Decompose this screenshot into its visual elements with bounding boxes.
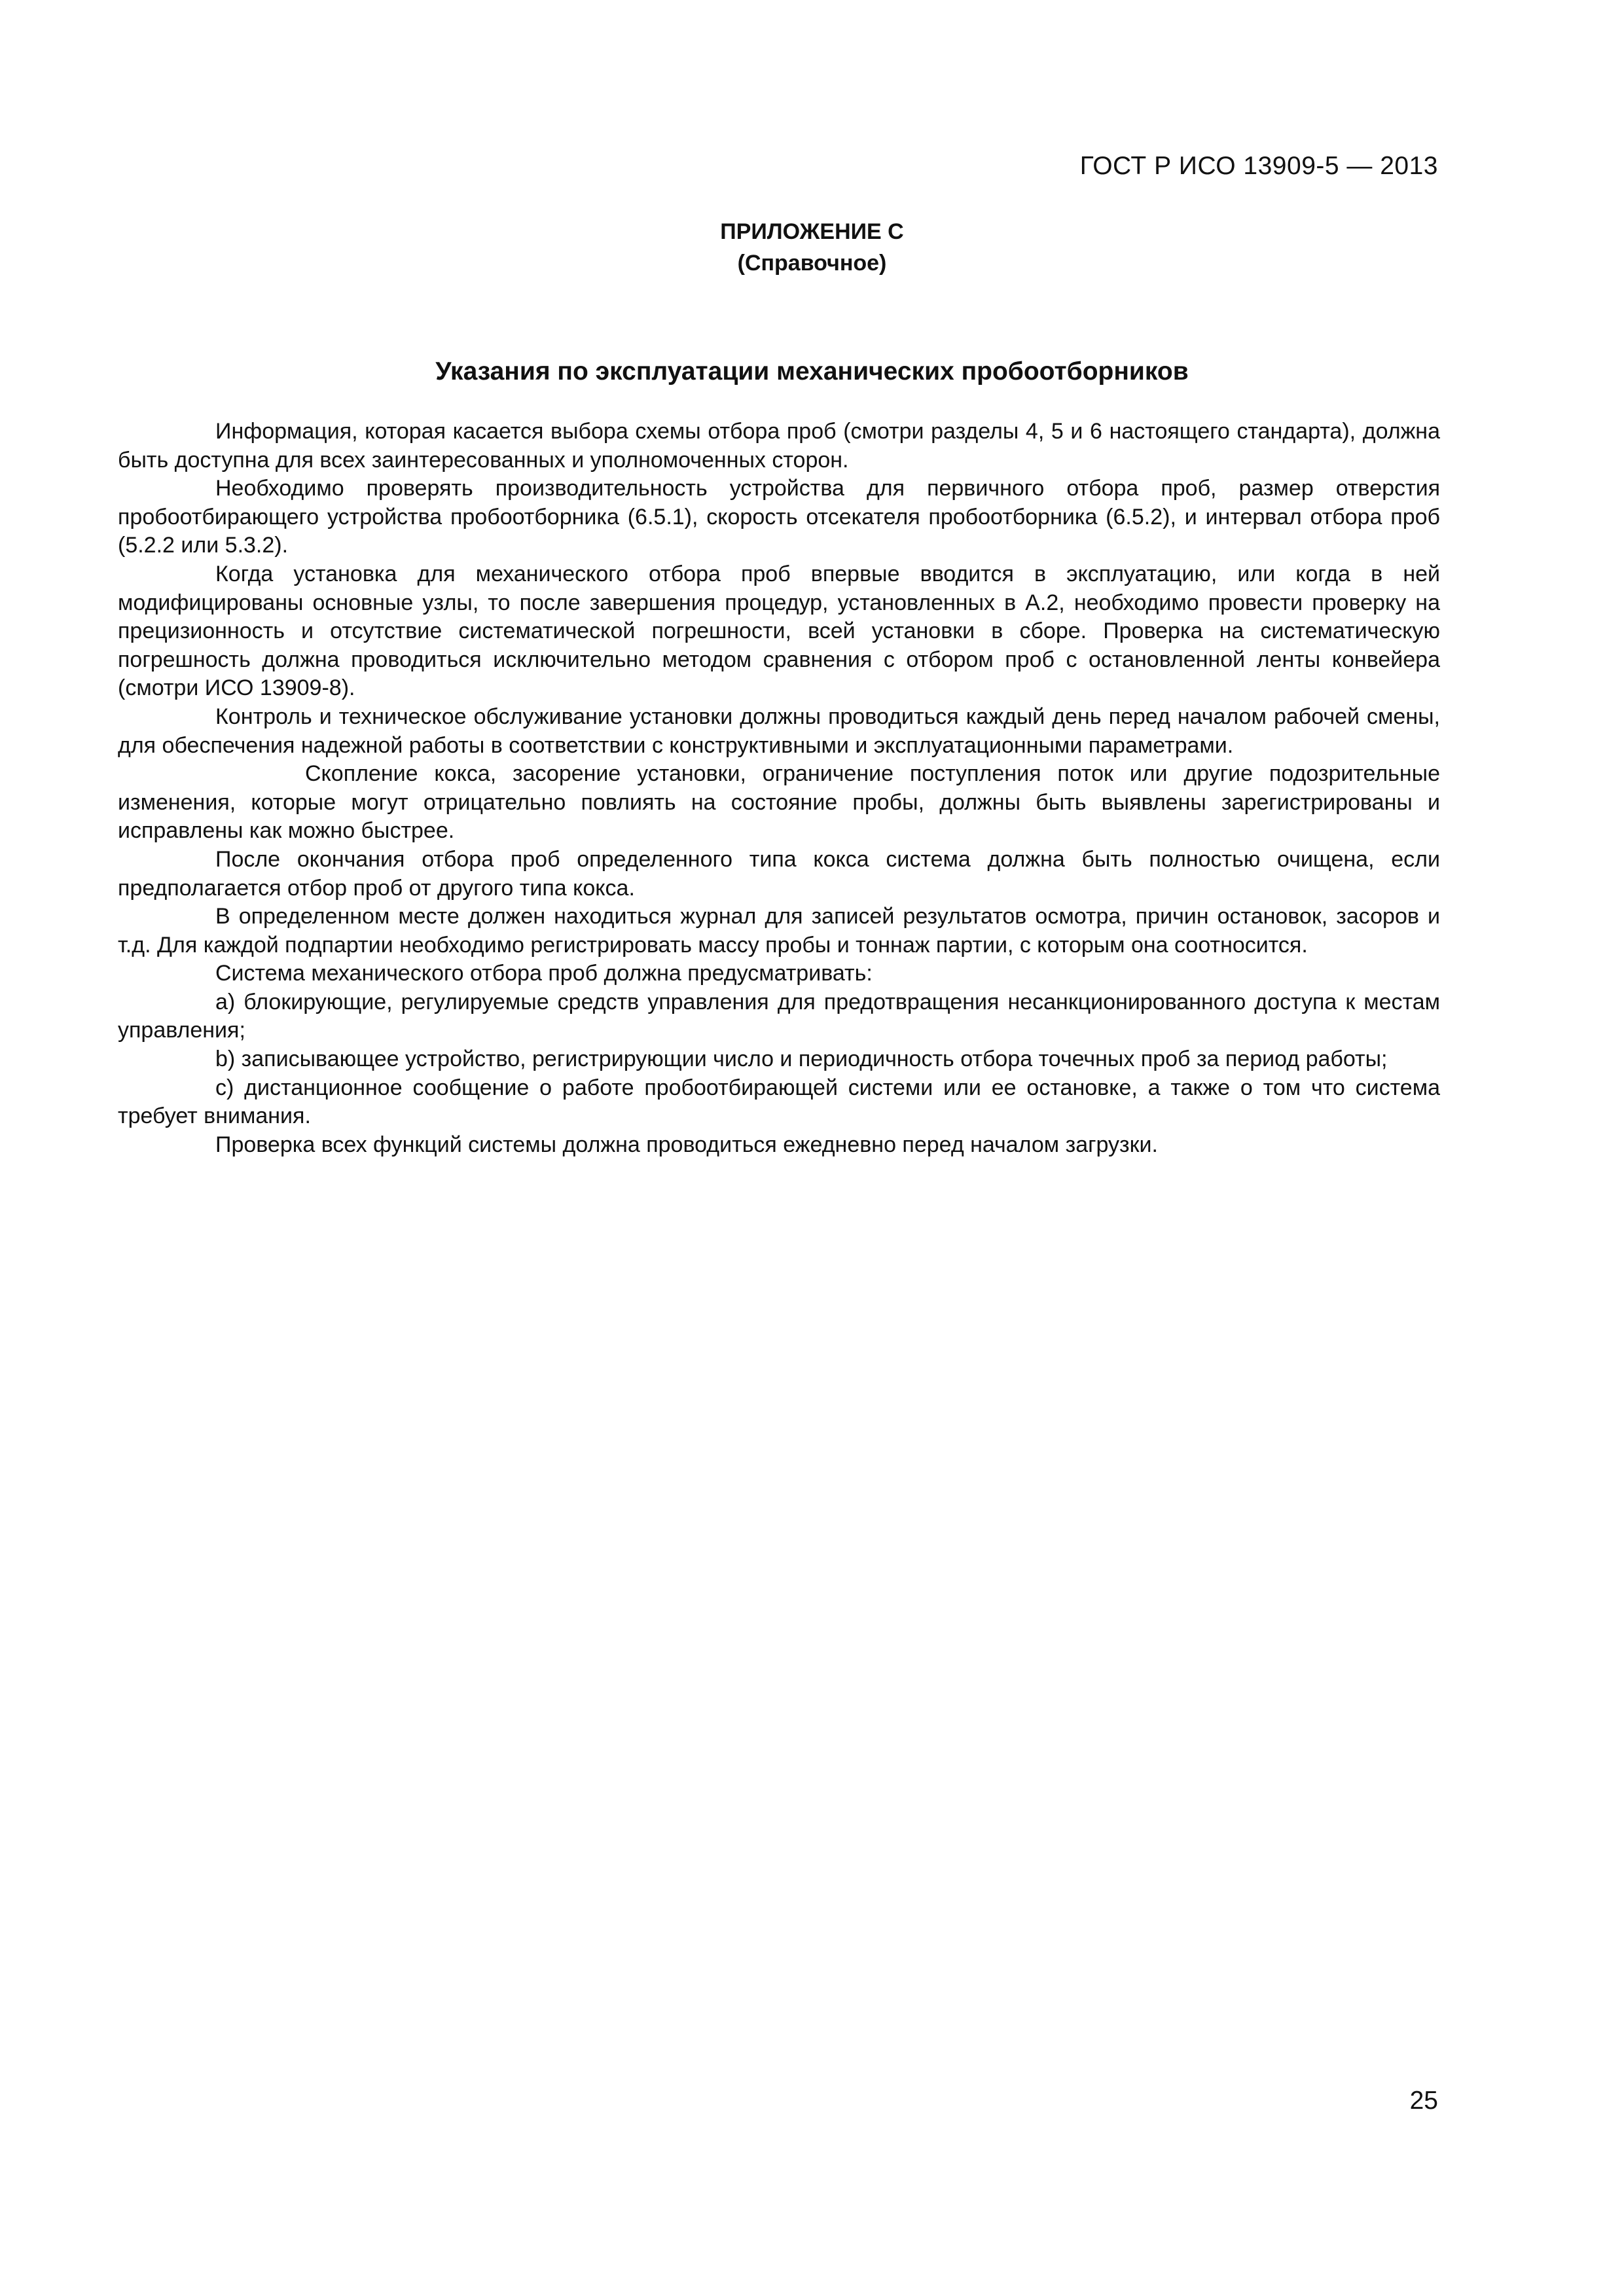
paragraph: Контроль и техническое обслуживание установки должны проводиться каждый день перед началом рабочей смены, для обеспечения надежной работы в соответствии с конструктивными и эксплуатационными параметрами. xyxy=(118,704,1440,758)
paragraph: В определенном месте должен находиться журнал для записей результатов осмотра, причин остановок, засоров и т.д. Для каждой подпартии необходимо регистрировать массу пробы и тоннаж партии, с которым она соотносится. xyxy=(118,904,1440,958)
annex-body xyxy=(118,418,1440,1159)
list-item: c) дистанционное сообщение о работе пробоотбирающей системи или ее остановке, а также о том что система требует внимания. xyxy=(118,1075,1440,1129)
paragraph: Система механического отбора проб должна предусматривать: xyxy=(215,961,873,986)
list-item: b) записывающее устройство, регистрирующии число и периодичность отбора точечных проб за период работы; xyxy=(215,1047,1388,1072)
paragraph: Когда установка для механического отбора проб впервые вводится в эксплуатацию, или когда в ней модифицированы основные узлы, то после завершения процедур, установленных в А.2, необходимо провести проверку на прецизионность и отсутствие систематической погрешности, всей установки в сборе. Проверка на систематическую погрешность должна проводиться исключительно методом сравнения с отбором проб с остановленной ленты конвейера (смотри ИСО 13909-8). xyxy=(118,561,1440,701)
annex-heading xyxy=(0,216,1624,279)
annex-title: Указания по эксплуатации механических пробоотборников xyxy=(435,357,1189,386)
document-reference: ГОСТ Р ИСО 13909-5 — 2013 xyxy=(1079,152,1438,180)
annex-label: ПРИЛОЖЕНИЕ С xyxy=(720,219,904,244)
annex-type: (Справочное) xyxy=(737,251,887,276)
paragraph: Скопление кокса, засорение установки, ограничение поступления поток или другие подозрительные изменения, которые могут отрицательно повлиять на состояние пробы, должны быть выявлены зарегистрированы и исправлены как можно быстрее. xyxy=(118,761,1440,844)
list-item: а) блокирующие, регулируемые средств управления для предотвращения несанкционированного доступа к местам управления; xyxy=(118,989,1440,1043)
paragraph: Необходимо проверять производительность устройства для первичного отбора проб, размер отверстия пробоотбирающего устройства пробоотборника (6.5.1), скорость отсекателя пробоотборника (6.5.2), и интервал отбора проб (5.2.2 или 5.3.2). xyxy=(118,476,1440,558)
page-number: 25 xyxy=(1409,2087,1438,2115)
paragraph: Проверка всех функций системы должна проводиться ежедневно перед началом загрузки. xyxy=(215,1132,1158,1157)
paragraph: После окончания отбора проб определенного типа кокса система должна быть полностью очищена, если предполагается отбор проб от другого типа кокса. xyxy=(118,846,1440,901)
paragraph: Информация, которая касается выбора схемы отбора проб (смотри разделы 4, 5 и 6 настоящего стандарта), должна быть доступна для всех заинтересованных и уполномоченных сторон. xyxy=(118,419,1440,473)
